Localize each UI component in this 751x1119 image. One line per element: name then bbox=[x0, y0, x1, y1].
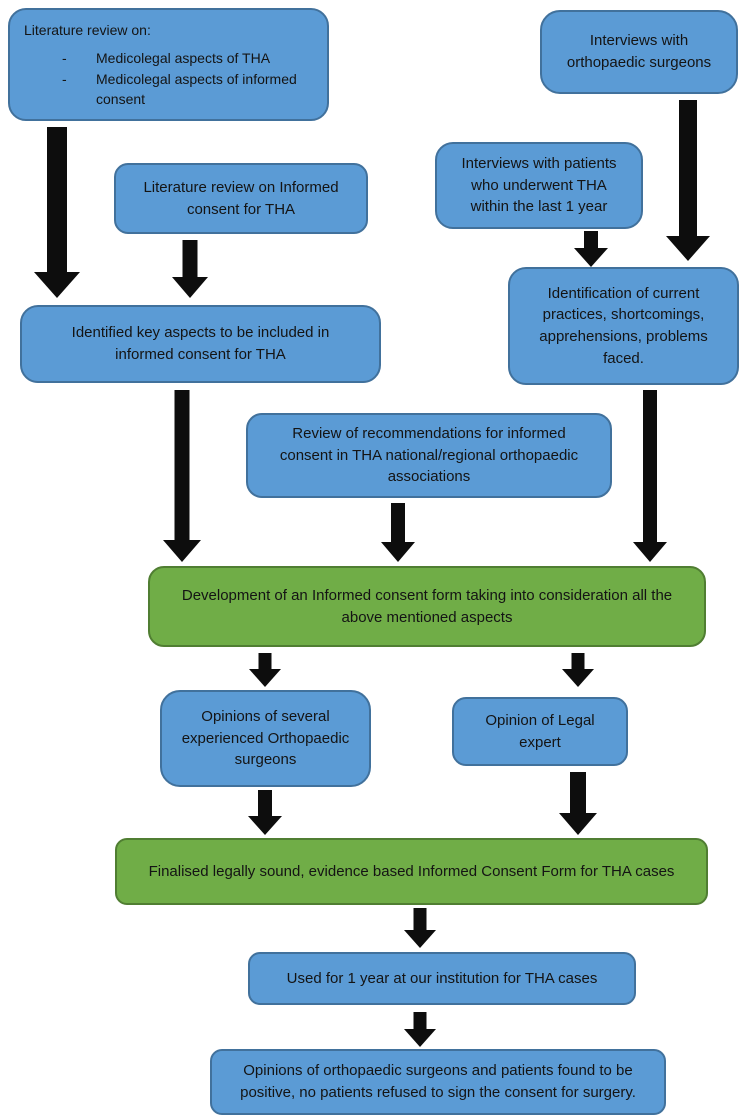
arrow-head bbox=[172, 277, 208, 298]
arrow-head bbox=[666, 236, 710, 261]
arrow-shaft bbox=[414, 908, 427, 930]
arrow-shaft bbox=[643, 390, 657, 542]
arrow-head bbox=[574, 248, 608, 267]
bullet-item bbox=[24, 48, 313, 68]
node-finalised-consent-form bbox=[115, 838, 708, 905]
node-text: Review of recommendations for informed consent in THA national/regional orthopaedic associations bbox=[279, 424, 579, 486]
arrow-head bbox=[404, 1029, 436, 1047]
arrow-head bbox=[34, 272, 80, 298]
arrow-head bbox=[633, 542, 667, 562]
node-text: Identified key aspects to be included in informed consent for THA bbox=[71, 324, 330, 363]
arrow-shaft bbox=[258, 790, 272, 816]
arrow-shaft bbox=[572, 653, 585, 669]
arrow-surgeon-opinions-to-finalised bbox=[248, 790, 282, 835]
arrow-legal-expert-to-finalised bbox=[559, 772, 597, 835]
node-title: Literature review on: bbox=[24, 22, 151, 38]
arrow-development-to-surgeon-opinions bbox=[249, 653, 281, 687]
arrow-patients-to-identification bbox=[574, 231, 608, 267]
bullet-item bbox=[24, 69, 313, 110]
node-text: Used for 1 year at our institution for THA cases bbox=[286, 969, 598, 987]
node-text: Opinions of several experienced Orthopaedic surgeons bbox=[181, 707, 350, 769]
node-text: Literature review on Informed consent for THA bbox=[143, 178, 339, 218]
arrow-identification-to-development bbox=[633, 390, 667, 562]
arrow-head bbox=[163, 540, 201, 562]
arrow-key-aspects-to-development bbox=[163, 390, 201, 562]
node-opinion-legal-expert bbox=[452, 697, 628, 766]
arrow-head bbox=[404, 930, 436, 948]
arrow-head bbox=[381, 542, 415, 562]
arrow-head bbox=[562, 669, 594, 687]
bullet-list bbox=[24, 48, 313, 109]
arrow-shaft bbox=[47, 127, 67, 272]
arrow-shaft bbox=[175, 390, 190, 540]
bullet-text: Medicolegal aspects of informed consent bbox=[96, 70, 297, 107]
node-opinions-orthopaedic-surgeons bbox=[160, 690, 371, 787]
arrow-shaft bbox=[679, 100, 697, 236]
node-review-recommendations bbox=[246, 413, 612, 498]
arrow-shaft bbox=[584, 231, 598, 248]
bullet-dash: - bbox=[62, 70, 67, 87]
arrow-head bbox=[249, 669, 281, 687]
arrow-informed-review-to-key-aspects bbox=[172, 240, 208, 298]
arrow-shaft bbox=[414, 1012, 427, 1029]
node-text: Opinions of orthopaedic surgeons and patients found to be positive, no patients refused to sign the consent for surgery. bbox=[240, 1062, 636, 1101]
node-used-one-year bbox=[248, 952, 636, 1005]
arrow-used-to-opinions-positive bbox=[404, 1012, 436, 1047]
arrow-recommendations-to-development bbox=[381, 503, 415, 562]
bullet-dash: - bbox=[62, 50, 67, 67]
arrow-shaft bbox=[570, 772, 586, 813]
arrow-development-to-legal-expert bbox=[562, 653, 594, 687]
arrow-shaft bbox=[183, 240, 198, 277]
arrow-finalised-to-used bbox=[404, 908, 436, 948]
node-interviews-surgeons bbox=[540, 10, 738, 94]
bullet-text: Medicolegal aspects of THA bbox=[96, 50, 271, 67]
node-text: Interviews with orthopaedic surgeons bbox=[566, 32, 712, 71]
node-identified-key-aspects bbox=[20, 305, 381, 383]
arrow-head bbox=[248, 816, 282, 835]
node-literature-review-medicolegal bbox=[8, 8, 329, 121]
node-interviews-patients bbox=[435, 142, 643, 229]
node-text: Opinion of Legal expert bbox=[485, 711, 595, 751]
node-development-consent-form bbox=[148, 566, 706, 647]
node-text: Development of an Informed consent form taking into consideration all the above mentioned aspects bbox=[181, 586, 673, 626]
arrow-shaft bbox=[391, 503, 405, 542]
node-text: Finalised legally sound, evidence based Informed Consent Form for THA cases bbox=[148, 862, 675, 880]
arrow-shaft bbox=[259, 653, 272, 669]
arrow-surgeons-to-identification bbox=[666, 100, 710, 261]
arrow-head bbox=[559, 813, 597, 835]
node-opinions-positive bbox=[210, 1049, 666, 1115]
node-text: Interviews with patients who underwent THA within the last 1 year bbox=[461, 154, 617, 216]
node-identification-current-practices bbox=[508, 267, 739, 385]
arrow-medicolegal-to-key-aspects bbox=[34, 127, 80, 298]
node-literature-review-informed-consent bbox=[114, 163, 368, 234]
node-text: Identification of current practices, shortcomings, apprehensions, problems faced. bbox=[539, 284, 708, 367]
